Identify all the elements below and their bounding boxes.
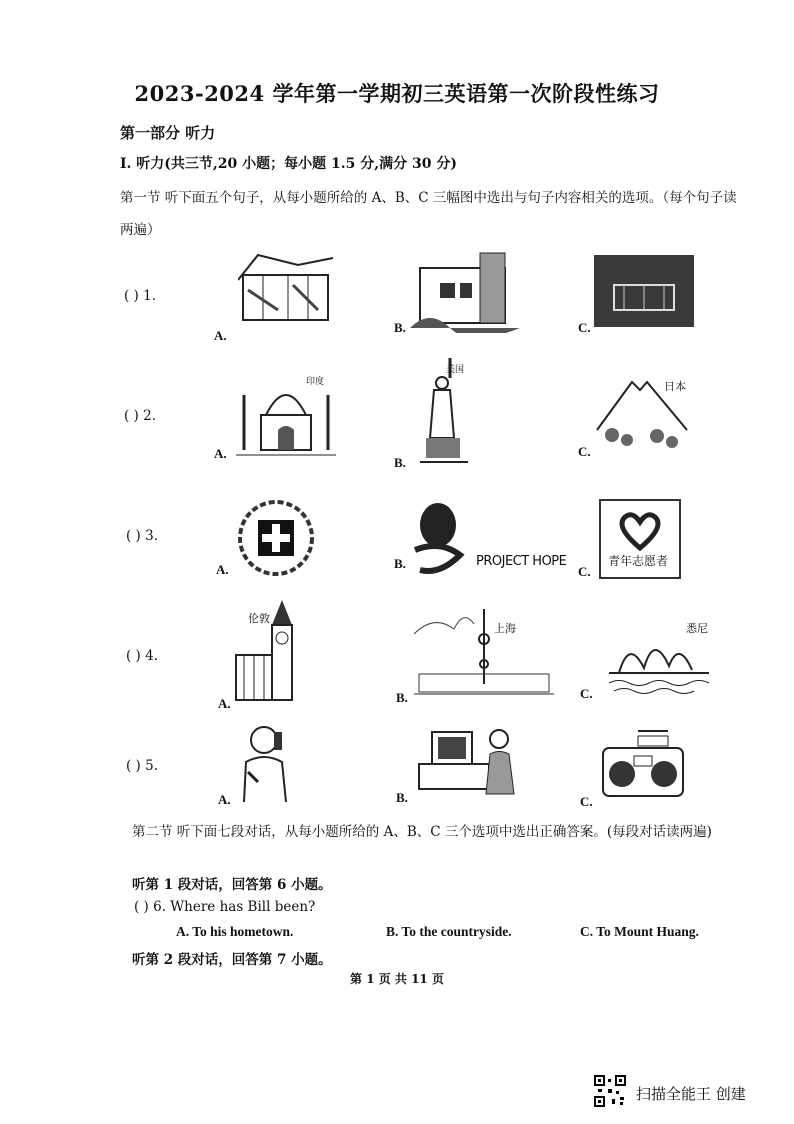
option-label: A.	[218, 792, 231, 807]
question-6-option-a: A. To his hometown.	[176, 924, 294, 939]
project-hope-logo-image	[410, 500, 470, 580]
option-label: B.	[394, 455, 406, 470]
option-label: C.	[580, 686, 593, 701]
option-label: A.	[216, 562, 229, 577]
question-number: ( ) 3.	[126, 528, 158, 544]
option-label: A.	[214, 328, 227, 343]
picture-caption: PROJECT HOPE	[476, 554, 567, 569]
option-label: B.	[396, 790, 408, 805]
question-number: ( ) 2.	[124, 408, 156, 424]
section-heading: Ⅰ. 听力(共三节,20 小题；每小题 1.5 分,满分 30 分)	[120, 156, 457, 172]
option-label: C.	[578, 320, 591, 335]
section2-instruction: 第二节 听下面七段对话，从每小题所给的 A、B、C 三个选项中选出正确答案。(每段对话读两遍)	[132, 824, 712, 840]
option-label: A.	[218, 696, 231, 711]
question-number: ( ) 1.	[124, 288, 156, 304]
option-label: B.	[396, 690, 408, 705]
shanghai-skyline-image	[414, 604, 554, 699]
question-6-option-c: C. To Mount Huang.	[580, 924, 699, 939]
picture-caption: 上海	[494, 622, 516, 635]
red-cross-emblem-image	[236, 498, 316, 578]
dark-photo-image	[594, 255, 694, 327]
page-footer: 第 1 页 共 11 页	[350, 972, 444, 986]
dialog2-intro: 听第 2 段对话，回答第 7 小题。	[132, 952, 332, 968]
qr-code-image	[594, 1075, 626, 1107]
page-title: 2023-2024 学年第一学期初三英语第一次阶段性练习	[134, 81, 660, 106]
section1-instruction: 第一节 听下面五个句子，从每小题所给的 A、B、C 三幅图中选出与句子内容相关的选项。（每个句子读两遍）	[120, 190, 737, 238]
picture-caption: 伦敦	[248, 612, 270, 625]
option-label: C.	[578, 444, 591, 459]
option-label: B.	[394, 320, 406, 335]
radio-image	[598, 726, 688, 800]
scanner-watermark: 扫描全能王 创建	[636, 1085, 746, 1103]
question-number: ( ) 5.	[126, 758, 158, 774]
picture-caption: 美国	[446, 365, 465, 375]
watching-tv-image	[414, 724, 524, 804]
option-label: C.	[580, 794, 593, 809]
part-heading: 第一部分 听力	[120, 124, 216, 142]
picture-caption: 印度	[306, 377, 325, 387]
option-label: B.	[394, 556, 406, 571]
option-label: A.	[214, 446, 227, 461]
picture-caption: 日本	[664, 380, 686, 393]
building-sketch-image	[238, 250, 338, 325]
question-6-option-b: B. To the countryside.	[386, 924, 512, 939]
castle-sketch-image	[410, 248, 520, 333]
picture-caption: 青年志愿者	[608, 554, 669, 568]
sydney-opera-house-image	[604, 628, 714, 698]
question-6-stem: ( ) 6. Where has Bill been?	[134, 899, 316, 915]
dialog1-intro: 听第 1 段对话，回答第 6 小题。	[132, 877, 332, 893]
option-label: C.	[578, 564, 591, 579]
person-on-phone-image	[236, 722, 296, 804]
picture-caption: 悉尼	[686, 622, 708, 635]
question-number: ( ) 4.	[126, 648, 158, 664]
